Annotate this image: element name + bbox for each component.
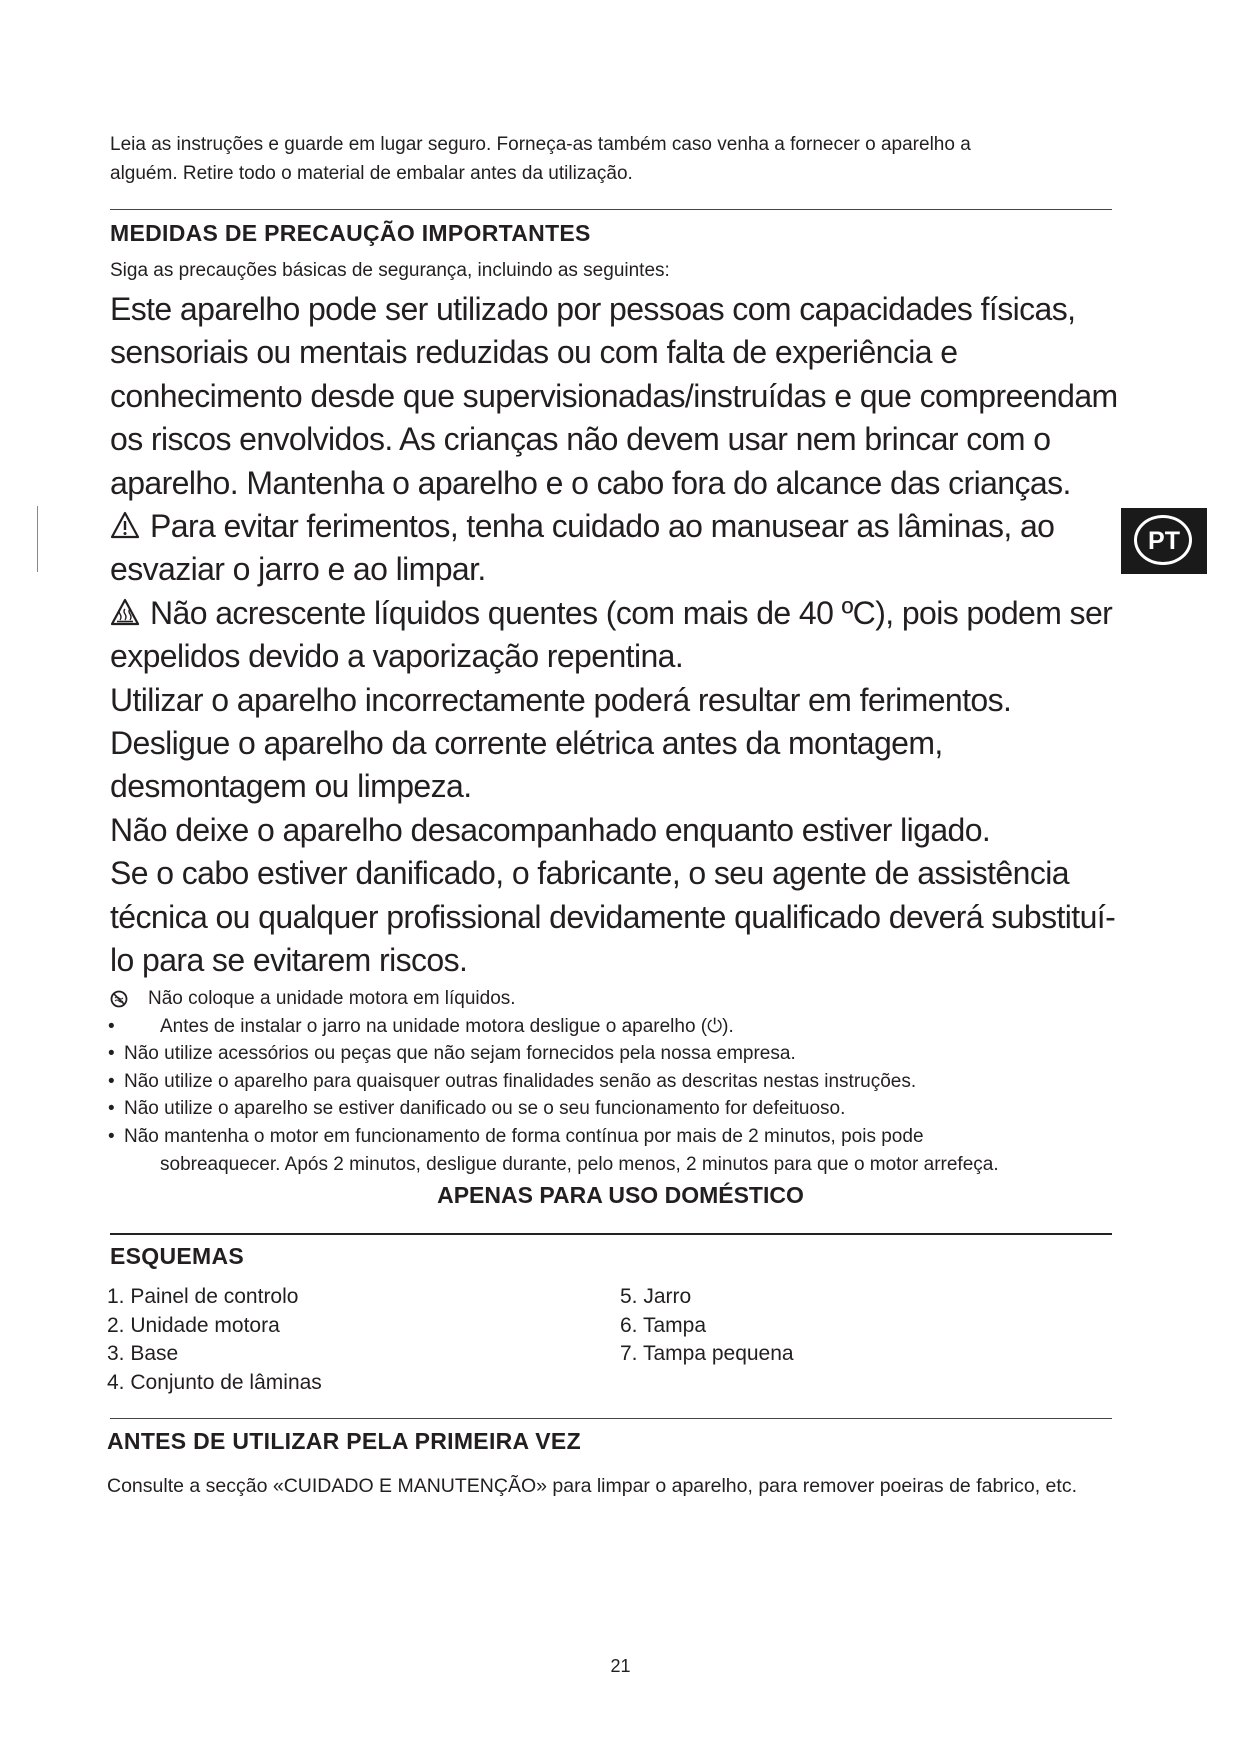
hot-surface-warning-icon (110, 598, 140, 626)
schemas-heading: ESQUEMAS (110, 1243, 245, 1269)
domestic-use-heading: APENAS PARA USO DOMÉSTICO (437, 1182, 804, 1208)
precaution-text: Para evitar ferimentos, tenha cuidado ao manusear as lâminas, ao esvaziar o jarro e ao limpar. (110, 508, 1055, 588)
language-tab (1121, 508, 1207, 574)
bullet-dot: • (108, 1070, 115, 1092)
bullet-text: Não utilize o aparelho se estiver danificado ou se o seu funcionamento for defeituoso. (124, 1098, 846, 1120)
bullet-item-continuation (108, 1151, 1118, 1179)
precaution-paragraph: Se o cabo estiver danificado, o fabricante, o seu agente de assistência técnica ou qualquer profissional devidamente qualificado deverá substituí-lo para se evitarem riscos. (110, 855, 1116, 979)
precautions-subtitle: Siga as precauções básicas de segurança, incluindo as seguintes: (110, 260, 670, 281)
bullet-dot: • (108, 1125, 115, 1147)
divider (110, 209, 1112, 210)
bullet-item (108, 1095, 1118, 1123)
schema-item: 6. Tampa (620, 1313, 706, 1337)
schema-item: 7. Tampa pequena (620, 1342, 794, 1365)
divider (110, 1418, 1112, 1419)
precaution-text: Não acrescente líquidos quentes (com mais de 40 ºC), pois podem ser expelidos devido a vaporização repentina. (110, 594, 1113, 675)
schema-item: 5. Jarro (620, 1285, 692, 1308)
precautions-heading: MEDIDAS DE PRECAUÇÃO IMPORTANTES (110, 220, 591, 246)
schema-item: 4. Conjunto de lâminas (107, 1370, 322, 1394)
bullet-item (108, 985, 1118, 1013)
intro-line-2: alguém. Retire todo o material de embalar antes da utilização. (110, 163, 633, 184)
precaution-paragraph: Desligue o aparelho da corrente elétrica antes da montagem, desmontagem ou limpeza. (110, 725, 943, 805)
bullet-text: Não utilize o aparelho para quaisquer outras finalidades senão as descritas nestas instruções. (124, 1070, 917, 1092)
first-use-heading: ANTES DE UTILIZAR PELA PRIMEIRA VEZ (107, 1428, 581, 1454)
page-number: 21 (610, 1656, 631, 1676)
no-immersion-icon (110, 990, 128, 1008)
precaution-paragraph: Este aparelho pode ser utilizado por pessoas com capacidades físicas, sensoriais ou mentais reduzidas ou com falta de experiência e conhecimento desde que supervisionadas/instruídas e que compreendam os riscos envolvidos. As crianças não devem usar nem brincar com o aparelho. Mantenha o aparelho e o cabo fora do alcance das crianças. (110, 291, 1118, 501)
schemas-list-left (107, 1283, 322, 1397)
schema-item: 2. Unidade motora (107, 1313, 280, 1337)
first-use-text: Consulte a secção «CUIDADO E MANUTENÇÃO» para limpar o aparelho, para remover poeiras de fabrico, etc. (107, 1475, 1077, 1497)
precautions-body (110, 288, 1130, 983)
schema-item: 1. Painel de controlo (107, 1285, 299, 1308)
divider (110, 1233, 1112, 1235)
bullet-item (108, 1013, 1118, 1041)
bullet-item (108, 1068, 1118, 1096)
precaution-paragraph-blades (110, 505, 1130, 592)
schema-item: 3. Base (107, 1342, 179, 1365)
bullet-dot: • (108, 1098, 115, 1120)
precaution-paragraph-hot (110, 592, 1130, 679)
bullet-text: Não utilize acessórios ou peças que não sejam fornecidos pela nossa empresa. (124, 1043, 796, 1065)
precaution-paragraph: Não deixe o aparelho desacompanhado enquanto estiver ligado. (110, 811, 991, 848)
intro-line-1: Leia as instruções e guarde em lugar seguro. Forneça-as também caso venha a fornecer o aparelho a (110, 134, 971, 155)
precautions-bullet-list (108, 985, 1118, 1178)
bullet-item (108, 1123, 1118, 1151)
bullet-text: Não mantenha o motor em funcionamento de forma contínua por mais de 2 minutos, pois pode (124, 1125, 924, 1147)
bullet-dot: • (108, 1015, 115, 1037)
margin-mark (37, 506, 38, 572)
bullet-text: sobreaquecer. Após 2 minutos, desligue durante, pelo menos, 2 minutos para que o motor arrefeça. (160, 1153, 999, 1175)
language-tab-label: PT (1148, 526, 1180, 555)
precaution-paragraph: Utilizar o aparelho incorrectamente poderá resultar em ferimentos. (110, 681, 1012, 718)
warning-icon (110, 511, 140, 539)
intro-text (110, 130, 1070, 188)
bullet-text: Antes de instalar o jarro na unidade motora desligue o aparelho (⏻). (160, 1015, 734, 1037)
bullet-dot: • (108, 1043, 115, 1065)
bullet-item (108, 1040, 1118, 1068)
bullet-text: Não coloque a unidade motora em líquidos. (148, 988, 516, 1009)
schemas-list-right (620, 1283, 794, 1369)
